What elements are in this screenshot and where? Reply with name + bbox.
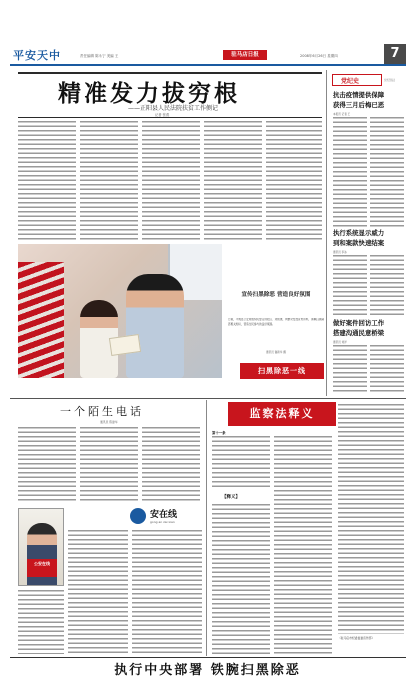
story-body-col1	[18, 427, 76, 501]
monitor-lead-heading: 第十一条	[212, 431, 226, 435]
sidebar-article2-body-b	[370, 255, 404, 317]
story-title: 一个陌生电话	[60, 405, 144, 418]
sidebar-article2-body-a	[333, 255, 367, 317]
page-header	[10, 44, 406, 64]
police-photo	[18, 508, 64, 586]
sidebar-article2-title: 执行系统显示威力	[333, 229, 385, 237]
highlight-box-title: 扫黑除恶一线	[258, 367, 306, 375]
sidebar-article2-subtitle: 到和案款快速结案	[333, 239, 385, 247]
column-pinyin: gong an zai xian	[150, 520, 175, 524]
page-number: 7	[384, 44, 406, 64]
story-body-col3	[142, 427, 200, 501]
monitor-column-title: 监察法释义	[249, 407, 315, 420]
lead-photo	[18, 244, 222, 378]
column-body-col2	[132, 530, 202, 654]
column-header	[130, 506, 202, 528]
photo-label-tag	[27, 559, 57, 577]
story-byline: 通讯员 陈建华	[100, 420, 118, 424]
sidebar-article3-body-a	[333, 345, 367, 393]
sidebar-column-badge	[332, 74, 382, 86]
sidebar-article3-body-b	[370, 345, 404, 393]
lead-headline: 精准发力拔穷根	[58, 80, 240, 107]
lead-body-col2	[80, 121, 138, 241]
lead-byline: 记者 张燕	[155, 113, 170, 117]
sidebar-article1-title: 抗击疫情提供保障	[333, 91, 385, 99]
photo-staircase	[18, 262, 64, 378]
bottom-divider	[206, 400, 207, 656]
monitor-body-col1	[212, 436, 270, 488]
photo-caption-text: 宣传扫黑除恶 营造良好氛围	[241, 292, 311, 298]
headline-rule-top	[18, 72, 322, 74]
sidebar-article1-byline: 本报讯 记者 王	[333, 113, 351, 116]
section-divider	[10, 398, 406, 399]
monitor-body-col4	[274, 436, 332, 654]
photo-caption	[228, 290, 324, 300]
monitor-body-col5	[338, 404, 404, 634]
monitor-sub-heading-text: 释义	[226, 495, 236, 500]
headline-rule-bottom	[18, 117, 322, 118]
sidebar-article1-body-b	[370, 117, 404, 227]
section-title: 平安天中	[13, 49, 61, 62]
sidebar-article3-title: 做好案件回访工作	[333, 319, 385, 327]
sidebar-badge-sub: 党纪国法	[384, 78, 396, 82]
sidebar-article3-subtitle: 搭建沟通民意桥梁	[333, 329, 385, 337]
lead-body-col1	[18, 121, 76, 241]
column-body-col1	[68, 530, 128, 654]
photo-person-officer	[126, 274, 184, 378]
lead-body-col4	[204, 121, 262, 241]
sidebar-article3-byline: 通讯员 刘洋	[333, 341, 347, 344]
shield-icon	[130, 508, 146, 524]
masthead-logo: 驻马店日报	[223, 50, 267, 60]
story-body-col2	[80, 427, 138, 501]
sidebar-article1-body-a	[333, 117, 367, 227]
photo-label-text: 公安在线	[34, 561, 50, 566]
column-title: 安在线	[150, 510, 178, 520]
photo-credit: 通讯员 谢新华 摄	[266, 351, 286, 354]
lead-body-col3	[142, 121, 200, 241]
footer-banner: 执行中央部署 铁腕扫黑除恶	[114, 663, 301, 678]
monitor-sub-heading: 【释义】	[222, 495, 240, 500]
lead-subtitle: ——正阳县人民法院扶贫工作侧记	[128, 105, 219, 112]
header-rule	[10, 64, 406, 66]
sidebar-article1-subtitle: 获得三月后梅已恶	[333, 101, 385, 109]
sidebar-article2-byline: 通讯员 李冰	[333, 251, 347, 254]
column-body-col0	[18, 590, 64, 654]
sidebar-badge-label: 党纪史	[341, 78, 360, 85]
sidebar-divider	[326, 70, 327, 396]
monitor-body-col3	[212, 504, 270, 654]
monitor-column-banner	[228, 402, 336, 426]
footer-rule-top	[10, 657, 406, 658]
lead-body-col5	[266, 121, 322, 241]
photo-note: 日前，平舆县公安局组织民警走进社区、进街道，向群众发放宣传资料，讲解扫黑除恶相关知识，营造全民参与的良好氛围。	[228, 318, 324, 326]
issue-date: 2008年6月26日 星期四	[300, 54, 338, 58]
monitor-end-note: （驻马店市纪委监委宣传部）	[338, 636, 375, 640]
highlight-box	[240, 363, 324, 379]
edition-info: 责任编辑 陈永宁 美编 王	[80, 54, 119, 58]
